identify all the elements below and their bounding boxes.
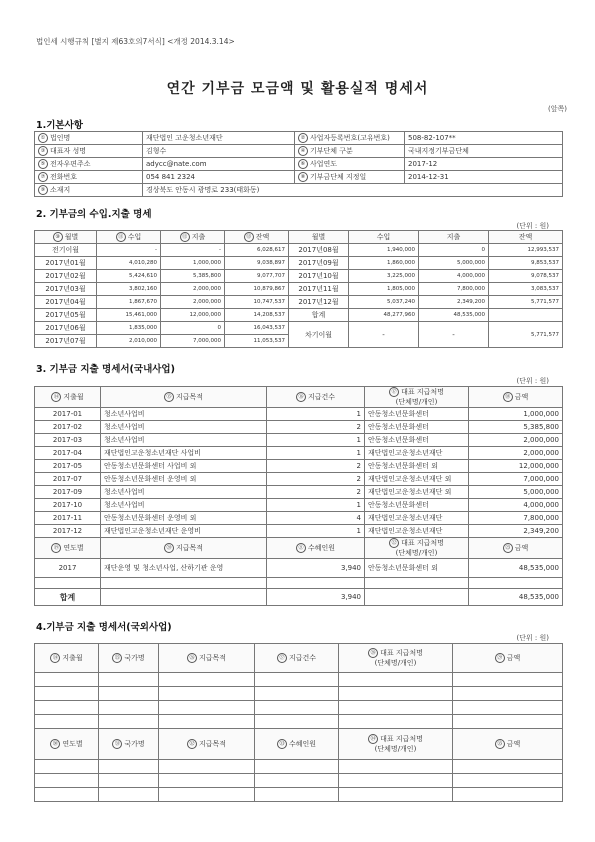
empty-cell: [339, 687, 453, 701]
section4-title: 4.기부금 지출 명세서(국외사업): [36, 622, 172, 633]
empty-cell: [99, 687, 159, 701]
header-cell: ㉓ 금액: [469, 538, 563, 559]
month-cell: 2017년11월: [289, 283, 349, 296]
income-cell: 2,010,000: [97, 335, 161, 348]
month-cell: 2017년08월: [289, 244, 349, 257]
table-row: [35, 447, 563, 460]
empty-row: [35, 788, 563, 802]
empty-cell: [255, 760, 339, 774]
balance-cell: 12,993,537: [489, 244, 563, 257]
empty-row: [35, 673, 563, 687]
overseas-expense-table: [34, 643, 563, 802]
header-cell: ㉑ 수혜인원: [267, 538, 365, 559]
total-label: 합계: [289, 309, 349, 322]
expense-count: 1: [267, 434, 365, 447]
grand-total-blank: [365, 589, 469, 606]
income-cell: 1,805,000: [349, 283, 419, 296]
month-cell: 2017년02월: [35, 270, 97, 283]
empty-cell: [159, 760, 255, 774]
month-cell: 2017년06월: [35, 322, 97, 335]
yearly-cell: 안동청소년문화센터 외: [365, 559, 469, 578]
income-expense-header: ⑩ 월별 ⑪ 수입 ⑫ 지출 ⑬ 잔액 월별 수입 지출 잔액: [35, 231, 563, 244]
expense-month: 2017-12: [35, 525, 101, 538]
carry-label: 차기이월: [289, 322, 349, 348]
table-row: [35, 486, 563, 499]
blank-cell: [365, 578, 469, 589]
total-balance: [489, 309, 563, 322]
month-cell: 2017년01월: [35, 257, 97, 270]
expense-purpose: 재단법인고운청소년재단 운영비: [101, 525, 267, 538]
expense-purpose: 재단법인고운청소년재단 사업비: [101, 447, 267, 460]
expense-purpose: 안동청소년문화센터 운영비 외: [101, 512, 267, 525]
expense-amount: 7,000,000: [469, 473, 563, 486]
total-row: [35, 589, 563, 606]
section3-title: 3. 기부금 지출 명세서(국내사업): [36, 364, 175, 375]
header-cell: ㉚ 연도별: [35, 729, 99, 760]
expense-month: 2017-10: [35, 499, 101, 512]
expense-purpose: 청소년사업비: [101, 434, 267, 447]
expense-month: 2017-07: [35, 473, 101, 486]
expense-month: 2017-01: [35, 408, 101, 421]
table-row: [35, 525, 563, 538]
basic-info-table: [34, 131, 563, 197]
organization-type: 국내지정기부금단체: [405, 145, 563, 158]
expense-count: 1: [267, 447, 365, 460]
empty-cell: [159, 687, 255, 701]
empty-cell: [35, 715, 99, 729]
empty-cell: [339, 788, 453, 802]
balance-cell: 9,078,537: [489, 270, 563, 283]
expense-month: 2017-03: [35, 434, 101, 447]
expense-amount: 1,000,000: [469, 408, 563, 421]
basic-info-row: ⑨ 소재지 경상북도 안동시 광명로 233(태화동): [35, 184, 563, 197]
empty-cell: [453, 774, 563, 788]
email: adycc@nate.com: [143, 158, 295, 171]
yearly-cell: 48,535,000: [469, 559, 563, 578]
expense-count: 2: [267, 486, 365, 499]
month-cell: 2017년03월: [35, 283, 97, 296]
income-cell: 5,424,610: [97, 270, 161, 283]
month-cell: 2017년04월: [35, 296, 97, 309]
table-row: [35, 283, 563, 296]
expense-purpose: 청소년사업비: [101, 421, 267, 434]
expense-recipient: 재단법인고운청소년재단 외: [365, 473, 469, 486]
table-row: [35, 512, 563, 525]
empty-cell: [339, 760, 453, 774]
yearly-cell: 재단운영 및 청소년사업, 산하기관 운영: [101, 559, 267, 578]
header-cell: ㉛ 국가명: [99, 729, 159, 760]
expense-recipient: 재단법인고운청소년재단: [365, 447, 469, 460]
expense-cell: 4,000,000: [419, 270, 489, 283]
table-row: [35, 408, 563, 421]
income-cell: -: [97, 244, 161, 257]
balance-cell: 10,747,537: [225, 296, 289, 309]
balance-cell: 9,077,707: [225, 270, 289, 283]
table-row: [35, 460, 563, 473]
month-cell: 2017년10월: [289, 270, 349, 283]
empty-cell: [99, 715, 159, 729]
section2-title: 2. 기부금의 수입.지출 명세: [36, 209, 152, 220]
month-cell: 2017년07월: [35, 335, 97, 348]
income-cell: 1,940,000: [349, 244, 419, 257]
business-number: 508-82-107**: [405, 132, 563, 145]
header-cell: ㉝ 수혜인원: [255, 729, 339, 760]
empty-cell: [99, 774, 159, 788]
expense-purpose: 청소년사업비: [101, 499, 267, 512]
empty-row: [35, 701, 563, 715]
expense-cell: 7,000,000: [161, 335, 225, 348]
expense-month: 2017-05: [35, 460, 101, 473]
income-cell: 3,225,000: [349, 270, 419, 283]
blank-cell: [101, 578, 267, 589]
expense-month: 2017-04: [35, 447, 101, 460]
empty-cell: [35, 687, 99, 701]
blank-cell: [35, 578, 101, 589]
expense-recipient: 재단법인고운청소년재단: [365, 512, 469, 525]
expense-cell: 2,000,000: [161, 283, 225, 296]
table-row: [35, 309, 563, 322]
balance-cell: 11,053,537: [225, 335, 289, 348]
expense-cell: 1,000,000: [161, 257, 225, 270]
grand-total-label: 합계: [35, 589, 101, 606]
domestic-yearly-header: [35, 538, 563, 559]
header-cell: ㉟ 금액: [453, 729, 563, 760]
balance-cell: 3,083,537: [489, 283, 563, 296]
overseas-yearly-header: [35, 729, 563, 760]
representative-name: 김형수: [143, 145, 295, 158]
header-cell: ⑳ 지급목적: [101, 538, 267, 559]
income-cell: 15,461,000: [97, 309, 161, 322]
empty-cell: [453, 687, 563, 701]
month-cell: 2017년05월: [35, 309, 97, 322]
month-cell: 2017년09월: [289, 257, 349, 270]
expense-cell: 0: [419, 244, 489, 257]
section4-unit: (단위 : 원): [516, 634, 549, 642]
expense-month: 2017-11: [35, 512, 101, 525]
empty-cell: [255, 774, 339, 788]
empty-cell: [99, 701, 159, 715]
empty-cell: [255, 673, 339, 687]
expense-recipient: 안동청소년문화센터: [365, 408, 469, 421]
section1-title: 1.기본사항: [36, 120, 83, 131]
expense-amount: 2,000,000: [469, 447, 563, 460]
empty-cell: [159, 701, 255, 715]
designation-date: 2014-12-31: [405, 171, 563, 184]
table-row: [35, 434, 563, 447]
grand-total-blank: [101, 589, 267, 606]
income-cell: 5,037,240: [349, 296, 419, 309]
empty-cell: [99, 760, 159, 774]
fiscal-year: 2017-12: [405, 158, 563, 171]
expense-cell: 12,000,000: [161, 309, 225, 322]
carry-expense: -: [419, 322, 489, 348]
income-cell: 1,835,000: [97, 322, 161, 335]
empty-cell: [35, 760, 99, 774]
income-cell: 3,802,160: [97, 283, 161, 296]
empty-cell: [339, 774, 453, 788]
balance-cell: 10,879,867: [225, 283, 289, 296]
empty-cell: [35, 673, 99, 687]
expense-count: 2: [267, 473, 365, 486]
empty-cell: [339, 715, 453, 729]
table-row: [35, 257, 563, 270]
empty-cell: [35, 788, 99, 802]
income-cell: 1,867,670: [97, 296, 161, 309]
empty-cell: [255, 788, 339, 802]
expense-month: 2017-02: [35, 421, 101, 434]
expense-amount: 12,000,000: [469, 460, 563, 473]
header-cell: ㉒ 대표 지급처명 (단체명/개인): [365, 538, 469, 559]
empty-cell: [453, 788, 563, 802]
form-regulation-label: 법인세 시행규칙 [별지 제63호의7서식] <개정 2014.3.14>: [36, 37, 235, 46]
expense-count: 2: [267, 421, 365, 434]
expense-month: 2017-09: [35, 486, 101, 499]
table-row: [35, 322, 563, 335]
table-row: [35, 244, 563, 257]
expense-purpose: 청소년사업비: [101, 408, 267, 421]
basic-info-row: ⑤ 전자우편주소 adycc@nate.com ⑥ 사업연도 2017-12: [35, 158, 563, 171]
balance-cell: 16,043,537: [225, 322, 289, 335]
empty-cell: [159, 774, 255, 788]
expense-cell: -: [161, 244, 225, 257]
empty-cell: [255, 715, 339, 729]
header-cell: ⑲ 연도별: [35, 538, 101, 559]
empty-cell: [453, 673, 563, 687]
empty-cell: [255, 687, 339, 701]
empty-cell: [159, 788, 255, 802]
expense-purpose: 청소년사업비: [101, 486, 267, 499]
total-expense: 48,535,000: [419, 309, 489, 322]
empty-cell: [255, 701, 339, 715]
yearly-cell: 2017: [35, 559, 101, 578]
expense-purpose: 안동청소년문화센터 사업비 외: [101, 460, 267, 473]
empty-row: [35, 687, 563, 701]
grand-total-count: 3,940: [267, 589, 365, 606]
balance-cell: 9,853,537: [489, 257, 563, 270]
balance-cell: 14,208,537: [225, 309, 289, 322]
income-expense-table: [34, 230, 563, 348]
expense-amount: 5,385,800: [469, 421, 563, 434]
expense-recipient: 안동청소년문화센터 외: [365, 460, 469, 473]
empty-cell: [35, 701, 99, 715]
expense-recipient: 안동청소년문화센터: [365, 434, 469, 447]
table-row: [35, 499, 563, 512]
expense-amount: 4,000,000: [469, 499, 563, 512]
expense-cell: 0: [161, 322, 225, 335]
empty-cell: [159, 673, 255, 687]
blank-row: [35, 578, 563, 589]
header-cell: ㉜ 지급목적: [159, 729, 255, 760]
table-row: [35, 296, 563, 309]
expense-cell: 7,800,000: [419, 283, 489, 296]
overseas-expense-header: ㉔ 지출월 ㉕ 국가명 ㉖ 지급목적 ㉗ 지급건수 ㉘ 대표 지급처명 (단체명/개인) ㉙ 금액: [35, 644, 563, 673]
empty-row: [35, 774, 563, 788]
empty-cell: [99, 788, 159, 802]
expense-amount: 2,349,200: [469, 525, 563, 538]
balance-cell: 9,038,897: [225, 257, 289, 270]
expense-cell: 2,349,200: [419, 296, 489, 309]
carry-income: -: [349, 322, 419, 348]
section2-unit: (단위 : 원): [516, 222, 549, 230]
income-cell: 4,010,280: [97, 257, 161, 270]
phone-number: 054 841 2324: [143, 171, 295, 184]
expense-purpose: 안동청소년문화센터 운영비 외: [101, 473, 267, 486]
empty-cell: [159, 715, 255, 729]
expense-recipient: 재단법인고운청소년재단 외: [365, 486, 469, 499]
expense-cell: 2,000,000: [161, 296, 225, 309]
expense-count: 4: [267, 512, 365, 525]
table-row: [35, 473, 563, 486]
table-row: [35, 270, 563, 283]
address: 경상북도 안동시 광명로 233(태화동): [143, 184, 563, 197]
blank-cell: [267, 578, 365, 589]
blank-cell: [469, 578, 563, 589]
domestic-expense-table: [34, 386, 563, 606]
basic-info-row: ① 법인명 재단법인 고운청소년재단 ② 사업자등록번호(고유번호) 508-82-107**: [35, 132, 563, 145]
balance-cell: 5,771,577: [489, 296, 563, 309]
empty-cell: [453, 701, 563, 715]
basic-info-row: ⑦ 전화번호 054 841 2324 ⑧ 기부금단체 지정일 2014-12-31: [35, 171, 563, 184]
balance-cell: 6,028,617: [225, 244, 289, 257]
expense-cell: 5,000,000: [419, 257, 489, 270]
empty-cell: [35, 774, 99, 788]
grand-total-amount: 48,535,000: [469, 589, 563, 606]
empty-cell: [339, 701, 453, 715]
empty-cell: [339, 673, 453, 687]
empty-cell: [453, 715, 563, 729]
empty-cell: [453, 760, 563, 774]
page-title: 연간 기부금 모금액 및 활용실적 명세서: [166, 81, 429, 97]
expense-amount: 2,000,000: [469, 434, 563, 447]
expense-count: 1: [267, 499, 365, 512]
expense-amount: 7,800,000: [469, 512, 563, 525]
empty-row: [35, 715, 563, 729]
expense-recipient: 안동청소년문화센터: [365, 421, 469, 434]
month-cell: 전기이월: [35, 244, 97, 257]
income-cell: 1,860,000: [349, 257, 419, 270]
empty-row: [35, 760, 563, 774]
expense-count: 1: [267, 525, 365, 538]
yearly-cell: 3,940: [267, 559, 365, 578]
header-cell: ㉞ 대표 지급처명 (단체명/개인): [339, 729, 453, 760]
empty-cell: [99, 673, 159, 687]
month-cell: 2017년12월: [289, 296, 349, 309]
expense-count: 1: [267, 408, 365, 421]
domestic-expense-header: ⑭ 지출월 ⑮ 지급목적 ⑯ 지급건수 ⑰ 대표 지급처명 (단체명/개인) ⑱ 금액: [35, 387, 563, 408]
yearly-row: [35, 559, 563, 578]
carry-balance: 5,771,577: [489, 322, 563, 348]
expense-amount: 5,000,000: [469, 486, 563, 499]
total-income: 48,277,960: [349, 309, 419, 322]
expense-recipient: 안동청소년문화센터: [365, 499, 469, 512]
expense-cell: 5,385,800: [161, 270, 225, 283]
expense-count: 2: [267, 460, 365, 473]
expense-recipient: 재단법인고운청소년재단: [365, 525, 469, 538]
table-row: [35, 421, 563, 434]
page-side-note: (앞쪽): [548, 105, 567, 113]
section3-unit: (단위 : 원): [516, 377, 549, 385]
company-name: 재단법인 고운청소년재단: [143, 132, 295, 145]
basic-info-row: ③ 대표자 성명 김형수 ④ 기부단체 구분 국내지정기부금단체: [35, 145, 563, 158]
